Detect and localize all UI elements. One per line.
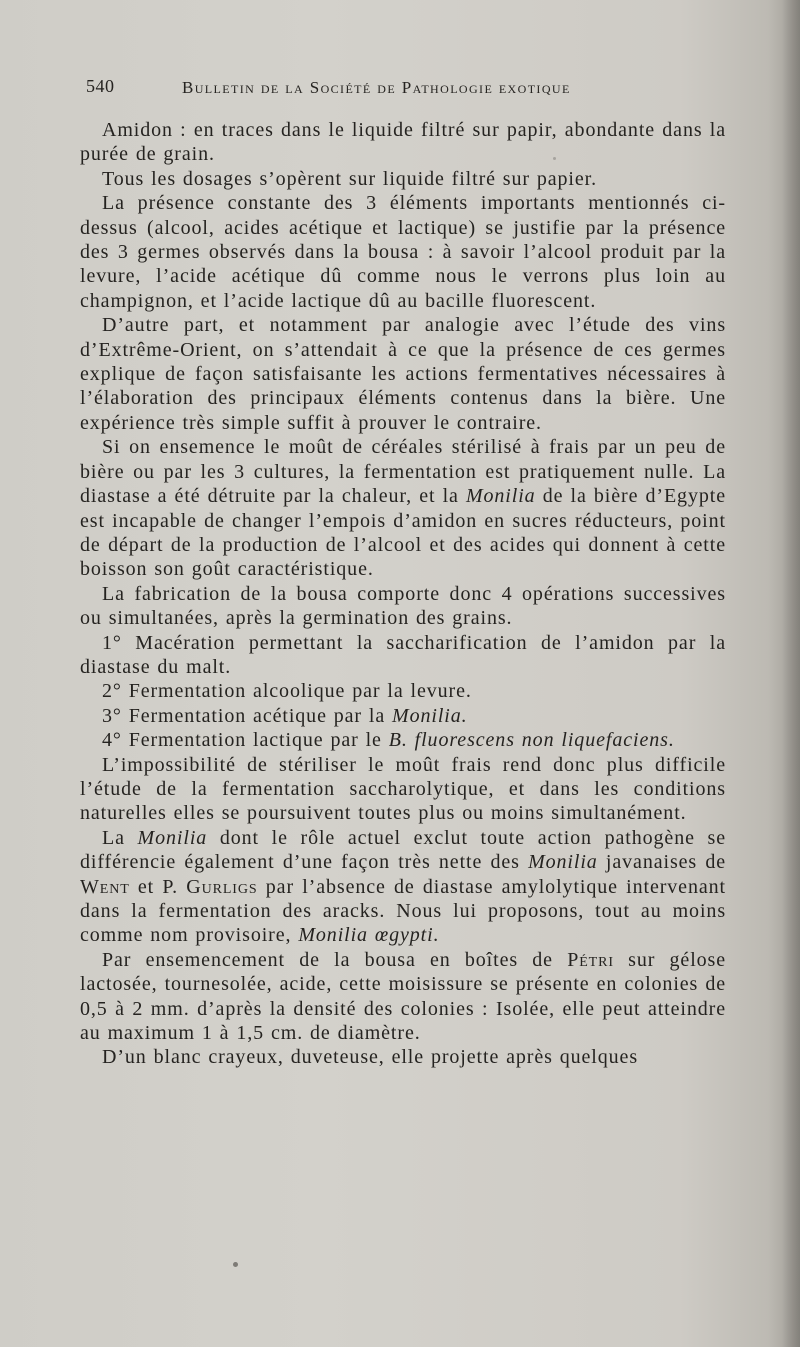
text-run: La [102, 826, 138, 849]
text-run: par l’absence de diastase amylolytique intervenant dans la fermentation des aracks. Nous lui proposons, tout au moins comme nom provisoire, [80, 875, 726, 947]
italic-term-monilia: Monilia [137, 826, 208, 849]
text-run: sur gélose lactosée, tournesolée, acide, cette moisissure se présente en colonies de 0,5 à 2 mm. d’après la densité des colonies : Isolée, elle peut atteindre au maximum 1 à 1,5 cm. de diamètre. [80, 948, 727, 1045]
italic-term-monilia: Monilia. [392, 704, 468, 727]
list-item-acetique [80, 704, 726, 728]
text-run: Par ensemencement de la bousa en boîtes de [102, 948, 568, 971]
paragraph-amidon: Amidon : en traces dans le liquide filtré sur papir, abondante dans la purée de grain. [80, 119, 726, 166]
list-item-maceration: 1° Macération permettant la saccharification de l’amidon par la diastase du malt. [80, 631, 726, 678]
ink-speck [553, 157, 556, 160]
text-run: Si on ensemence le moût de céréales stérilisé à frais par un peu de bière ou par les 3 cultures, la fermentation est pratiquement nulle. La diastase a été détruite par la chaleur, et la [80, 436, 726, 508]
italic-term-monilia: Monilia [465, 485, 536, 508]
text-run: javanaises de [597, 851, 726, 874]
text-run: dont le rôle actuel exclut toute action pathogène se différencie également d’une façon très nette des [80, 826, 726, 874]
paragraph-impossibilite: L’impossibilité de stériliser le moût frais rend donc plus difficile l’étude de la fermentation saccharolytique, et dans les conditions naturelles elles se poursuivent toutes plus ou moins simultanément. [80, 753, 726, 825]
paragraph-autre-part: D’autre part, et notamment par analogie avec l’étude des vins d’Extrême-Orient, on s’attendait à ce que la présence de ces germes explique de façon satisfaisante les actions fermentatives nécessaires à l’élaboration des principaux éléments contenus dans la bière. Une expérience très simple suffit à prouver le contraire. [80, 314, 726, 434]
italic-term-bacillus: B. fluorescens non liquefaciens. [388, 729, 675, 752]
author-name-went: Went [80, 875, 130, 898]
article-body [80, 118, 726, 1070]
page-edge-shadow [782, 0, 800, 1347]
author-name-petri: Pétri [567, 948, 614, 971]
italic-term-monilia: Monilia [528, 851, 598, 874]
page-number: 540 [86, 76, 115, 96]
ink-speck [233, 1262, 238, 1267]
list-item-alcoolique: 2° Fermentation alcoolique par la levure. [102, 680, 472, 703]
text-run: de la bière d’Egypte est incapable de changer l’empois d’amidon en sucres réducteurs, point de départ de la production de l’alcool et des acides qui donnent à cette boisson son goût caractéristique. [80, 485, 726, 581]
text-run: 3° Fermentation acétique par la [102, 704, 393, 727]
paragraph-fabrication: La fabrication de la bousa comporte donc 4 opérations successives ou simultanées, après la germination des grains. [80, 582, 726, 630]
author-name-gurligs: Gurligs [186, 875, 258, 898]
italic-term-monilia-aegypti: Monilia œgypti. [298, 924, 440, 947]
page-header [86, 74, 726, 104]
list-item-lactique [80, 728, 726, 752]
paragraph-ensemencement [80, 948, 726, 1046]
paragraph-dosages: Tous les dosages s’opèrent sur liquide filtré sur papier. [102, 167, 598, 190]
paragraph-presence: La présence constante des 3 éléments importants mentionnés ci-dessus (alcool, acides acétique et lactique) se justifie par la présence des 3 germes observés dans la bousa : à savoir l’alcool produit par la levure, l’acide acétique dû comme nous le verrons plus loin au champignon, et l’acide lactique dû au bacille fluorescent. [80, 192, 726, 312]
text-run: 4° Fermentation lactique par le [102, 729, 389, 752]
running-title: Bulletin de la Société de Pathologie exotique [182, 78, 571, 97]
paragraph-monilia-role [80, 826, 726, 948]
paragraph-ensemence [80, 435, 726, 581]
text-run: et P. [129, 875, 187, 898]
paragraph-blanc-crayeux: D’un blanc crayeux, duveteuse, elle projette après quelques [102, 1046, 639, 1069]
